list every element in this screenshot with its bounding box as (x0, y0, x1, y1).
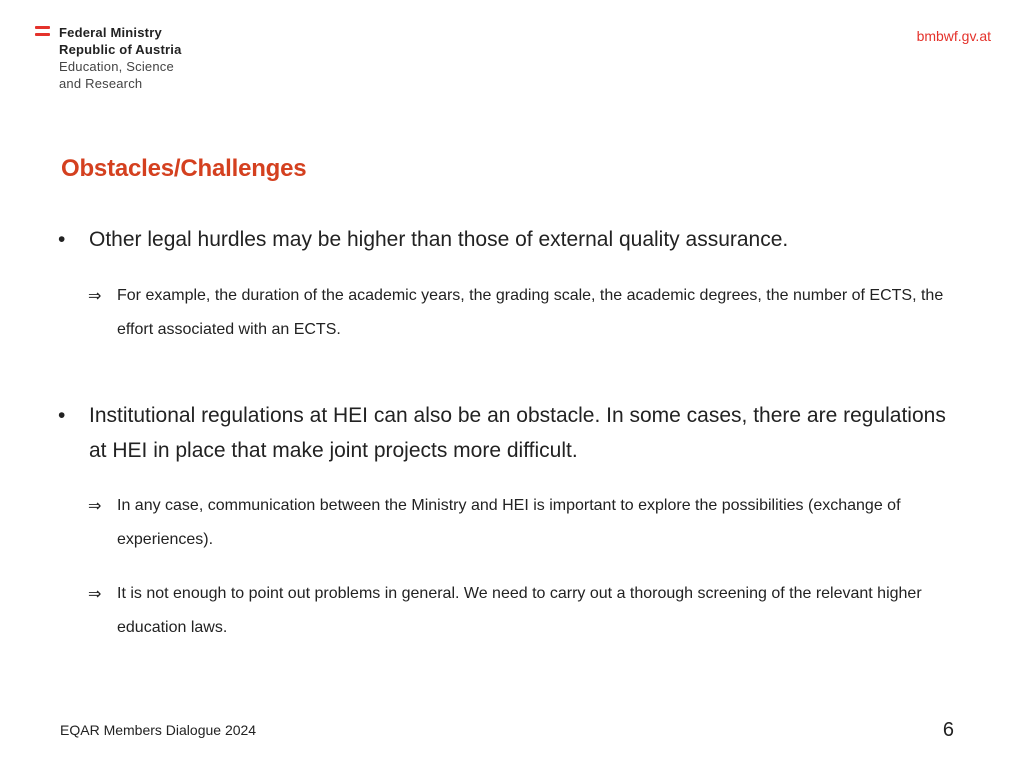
bullet-text: Other legal hurdles may be higher than those of external quality assurance. (89, 228, 789, 251)
logo-line-1: Federal Ministry (59, 25, 162, 40)
austria-flag-icon (35, 26, 50, 36)
logo-line-3: Education, Science (59, 59, 174, 74)
logo-line-4: and Research (59, 76, 143, 91)
logo-text (59, 24, 259, 92)
bullet-text: Institutional regulations at HEI can also be an obstacle. In some cases, there are regulations at HEI in place that make joint projects more difficult. (89, 404, 946, 462)
sub-text: It is not enough to point out problems in general. We need to carry out a thorough screening of the relevant higher education laws. (117, 585, 922, 636)
logo-line-2: Republic of Austria (59, 42, 182, 57)
sub-text: In any case, communication between the Ministry and HEI is important to explore the possibilities (exchange of experiences). (117, 497, 901, 548)
arrow-icon: ⇒ (88, 286, 102, 305)
footer-event-name: EQAR Members Dialogue 2024 (60, 722, 257, 738)
bullet-icon: • (58, 404, 66, 427)
site-url-link[interactable]: bmbwf.gv.at (916, 28, 991, 44)
arrow-icon: ⇒ (88, 496, 102, 515)
page-number: 6 (942, 719, 954, 741)
slide-title: Obstacles/Challenges (61, 155, 307, 182)
arrow-icon: ⇒ (88, 584, 102, 603)
sub-text: For example, the duration of the academic years, the grading scale, the academic degrees, the number of ECTS, the effort associated with an ECTS. (117, 287, 944, 338)
bullet-icon: • (58, 228, 66, 251)
